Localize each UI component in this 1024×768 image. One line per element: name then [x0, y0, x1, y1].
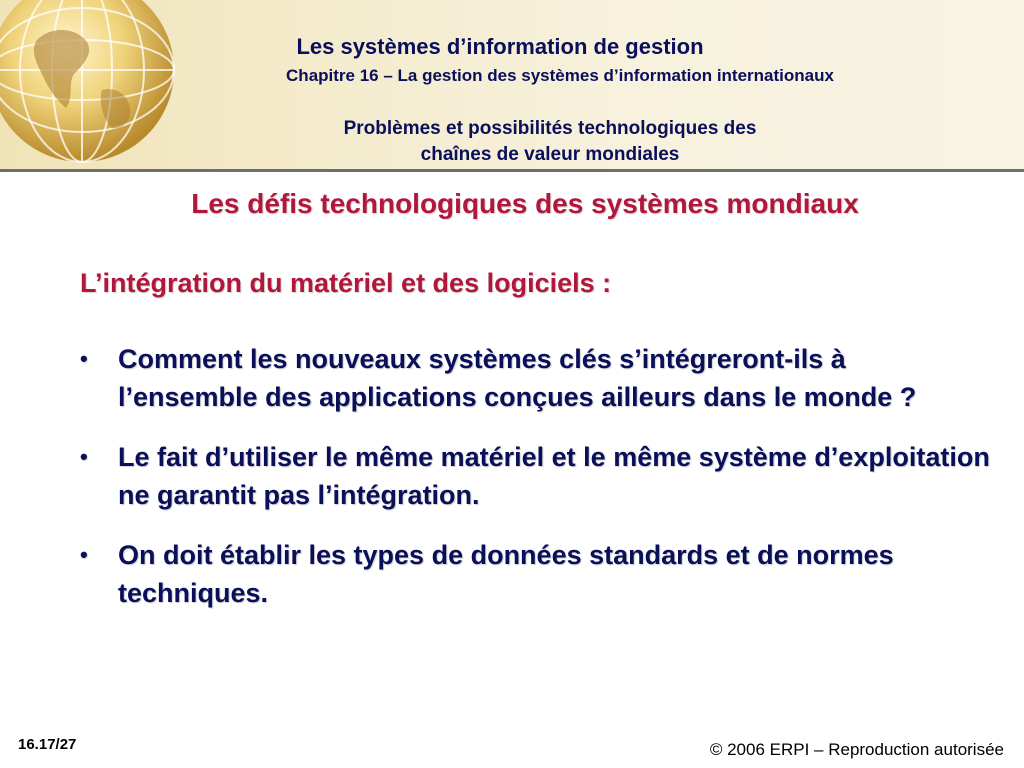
course-title: Les systèmes d’information de gestion — [296, 34, 704, 59]
bullet-icon: • — [80, 444, 88, 469]
bullet-item — [80, 438, 990, 514]
header-divider — [0, 169, 1024, 172]
section-title — [230, 116, 870, 168]
section-title-line2: chaînes de valeur mondiales — [420, 144, 680, 165]
bullet-item — [80, 340, 990, 416]
bullet-item — [80, 536, 990, 612]
slide-subtitle: L’intégration du matériel et des logiciels : — [80, 268, 612, 298]
bullet-list — [80, 340, 990, 634]
bullet-text: Le fait d’utiliser le même matériel et le même système d’exploitation ne garantit pas l’intégration. — [118, 442, 990, 510]
bullet-text: Comment les nouveaux systèmes clés s’intégreront-ils à l’ensemble des applications conçues ailleurs dans le monde ? — [118, 344, 917, 412]
slide-title: Les défis technologiques des systèmes mondiaux — [191, 188, 859, 219]
bullet-icon: • — [80, 542, 88, 567]
bullet-icon: • — [80, 346, 88, 371]
globe-icon — [0, 0, 182, 170]
section-title-line1: Problèmes et possibilités technologiques des — [343, 118, 757, 139]
copyright-notice: © 2006 ERPI – Reproduction autorisée — [709, 740, 1004, 759]
slide-header — [0, 0, 1024, 170]
chapter-title: Chapitre 16 – La gestion des systèmes d’information internationaux — [286, 66, 834, 85]
page-number: 16.17/27 — [18, 736, 77, 753]
bullet-text: On doit établir les types de données standards et de normes techniques. — [118, 540, 894, 608]
